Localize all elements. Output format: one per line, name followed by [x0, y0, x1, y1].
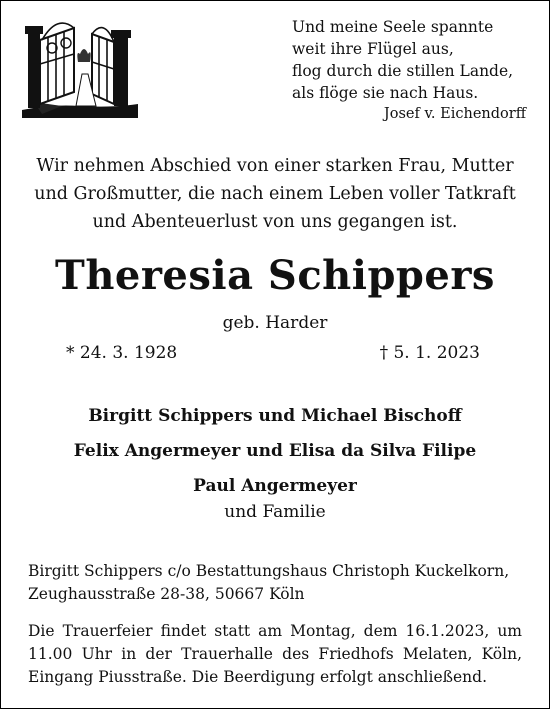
maiden-name: geb. Harder [222, 313, 328, 333]
birth-date: * 24. 3. 1928 [66, 343, 178, 363]
contact-line: Birgitt Schippers c/o Bestattungshaus Christoph Kuckelkorn, [28, 562, 510, 580]
ceremony-info [28, 620, 522, 689]
farewell-line: und Abenteuerlust von uns gegangen ist. [92, 212, 458, 232]
gate-illustration-icon [22, 14, 138, 118]
family-line: und Familie [224, 502, 326, 522]
poem [292, 16, 532, 124]
poem-line: als flöge sie nach Haus. [292, 84, 479, 102]
mourner-line: Felix Angermeyer und Elisa da Silva Filipe [73, 441, 477, 461]
farewell-line: und Großmutter, die nach einem Leben voller Tatkraft [34, 184, 516, 204]
poem-line: weit ihre Flügel aus, [292, 40, 454, 58]
ceremony-line: 11.00 Uhr in der Trauerhalle des Friedhofs Melaten, Köln, [28, 645, 522, 663]
mourners-list [0, 399, 550, 504]
mourner-line: Paul Angermeyer [193, 476, 357, 496]
poem-author: Josef v. Eichendorff [383, 106, 526, 122]
death-date: † 5. 1. 2023 [379, 343, 480, 363]
contact-line: Zeughausstraße 28-38, 50667 Köln [28, 585, 305, 603]
mourner-line: Birgitt Schippers und Michael Bischoff [88, 406, 462, 426]
poem-line: flog durch die stillen Lande, [292, 62, 514, 80]
poem-line: Und meine Seele spannte [292, 18, 494, 36]
farewell-line: Wir nehmen Abschied von einer starken Frau, Mutter [36, 156, 514, 176]
contact-address [28, 560, 528, 606]
ceremony-line: Eingang Piusstraße. Die Beerdigung erfolgt anschließend. [28, 668, 488, 686]
deceased-name: Theresia Schippers [55, 252, 495, 299]
farewell-text [0, 152, 550, 236]
ceremony-line: Die Trauerfeier findet statt am Montag, dem 16.1.2023, um [28, 622, 522, 640]
